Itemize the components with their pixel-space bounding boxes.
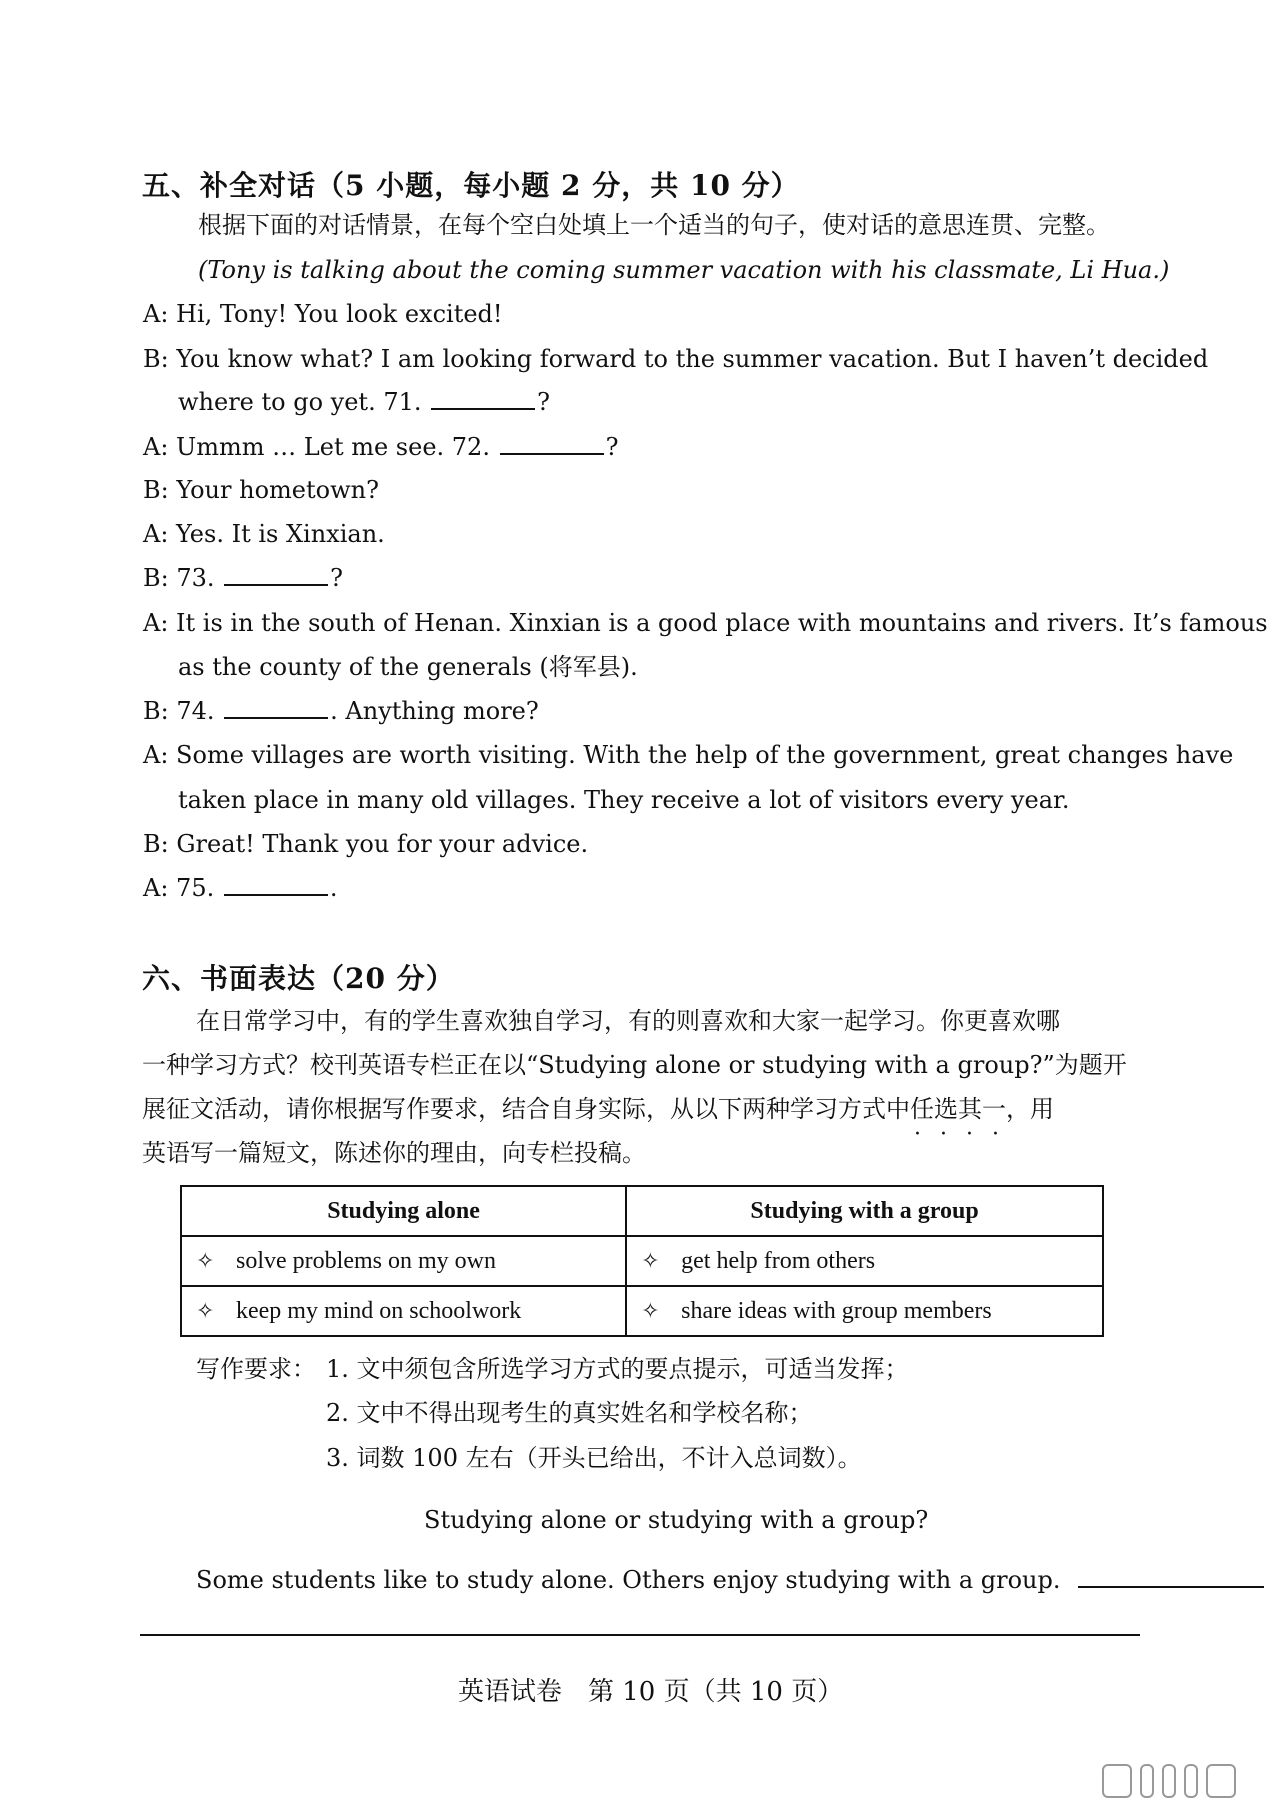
cell-text: solve problems on my own [236, 1247, 496, 1274]
section5-instruction: 根据下面的对话情景，在每个空白处填上一个适当的句子，使对话的意思连贯、完整。 [198, 211, 1110, 239]
scan-mark [1162, 1764, 1176, 1798]
answer-blank-71[interactable] [431, 388, 535, 410]
dialogue-line: as the county of the generals (将军县). [178, 653, 638, 681]
dialogue-context: (Tony is talking about the coming summer vacation with his classmate, Li Hua.) [198, 256, 1170, 284]
prompt-text: ，用 [1006, 1095, 1054, 1123]
dialogue-line: A: It is in the south of Henan. Xinxian is a good place with mountains and rivers. It’s famous [143, 609, 1268, 637]
dialogue-line-75 [143, 873, 338, 903]
dialogue-line: A: Yes. It is Xinxian. [143, 520, 385, 548]
answer-blank-74[interactable] [224, 697, 328, 719]
cell-text: get help from others [681, 1247, 876, 1274]
dialogue-line-74 [143, 696, 539, 726]
requirement-item: 3. 词数 100 左右（开头已给出，不计入总词数）。 [326, 1444, 862, 1472]
table-cell [626, 1236, 1103, 1286]
section6-title: 六、书面表达（20 分） [142, 962, 455, 995]
footer-divider [140, 1634, 1140, 1636]
requirement-item: 1. 文中须包含所选学习方式的要点提示，可适当发挥； [326, 1355, 909, 1383]
essay-start-line [196, 1565, 1266, 1595]
table-cell [626, 1286, 1103, 1336]
dialogue-punct: ? [537, 388, 551, 416]
table-row [181, 1286, 1103, 1336]
prompt-paragraph-line: 在日常学习中，有的学生喜欢独自学习，有的则喜欢和大家一起学习。你更喜欢哪 [196, 1007, 1060, 1035]
page-footer: 英语试卷 第 10 页（共 10 页） [458, 1677, 844, 1707]
scan-edge-marks [1102, 1764, 1262, 1800]
prompt-paragraph-line [142, 1094, 1054, 1124]
cell-text: share ideas with group members [681, 1297, 992, 1324]
cell-text: keep my mind on schoolwork [236, 1297, 522, 1324]
prompt-paragraph-line: 一种学习方式？校刊英语专栏正在以“Studying alone or studying with a group?”为题开 [142, 1051, 1127, 1079]
sparkle-bullet-icon: ✧ [196, 1248, 215, 1274]
scan-mark [1140, 1764, 1154, 1798]
essay-start-text: Some students like to study alone. Others enjoy studying with a group. [196, 1566, 1061, 1594]
table-header-group: Studying with a group [626, 1186, 1103, 1236]
dialogue-line: A: Some villages are worth visiting. With the help of the government, great changes have [143, 741, 1234, 769]
dialogue-line: B: Great! Thank you for your advice. [143, 830, 589, 858]
dialogue-punct: ? [330, 564, 344, 592]
section5-title: 五、补全对话（5 小题，每小题 2 分，共 10 分） [142, 169, 800, 202]
dialogue-text: B: 73. [143, 564, 215, 592]
dialogue-line: taken place in many old villages. They receive a lot of visitors every year. [178, 786, 1070, 814]
answer-blank-72[interactable] [500, 433, 604, 455]
dialogue-text: where to go yet. 71. [178, 388, 422, 416]
essay-title: Studying alone or studying with a group? [424, 1506, 929, 1534]
dialogue-punct: ? [605, 433, 619, 461]
essay-answer-blank[interactable] [1078, 1566, 1264, 1588]
sparkle-bullet-icon: ✧ [196, 1298, 215, 1324]
dialogue-text: . Anything more? [330, 697, 539, 725]
prompt-paragraph-line: 英语写一篇短文，陈述你的理由，向专栏投稿。 [142, 1139, 646, 1167]
sparkle-bullet-icon: ✧ [641, 1248, 660, 1274]
dialogue-text: A: Ummm … Let me see. 72. [143, 433, 490, 461]
dialogue-text: A: 75. [143, 874, 215, 902]
dialogue-punct: . [329, 874, 338, 902]
answer-blank-75[interactable] [224, 874, 328, 896]
dialogue-line: A: Hi, Tony! You look excited! [143, 300, 503, 328]
dialogue-line-71 [178, 387, 550, 417]
scan-mark [1206, 1764, 1236, 1798]
requirements-label: 写作要求： [196, 1355, 316, 1383]
sparkle-bullet-icon: ✧ [641, 1298, 660, 1324]
emphasis-text: 任选其一 · · · · [910, 1094, 1006, 1124]
dialogue-text: B: 74. [143, 697, 215, 725]
table-cell [181, 1236, 626, 1286]
scan-mark [1102, 1764, 1132, 1798]
dialogue-line-72 [143, 432, 618, 462]
dialogue-line: B: Your hometown? [143, 476, 379, 504]
table-cell [181, 1286, 626, 1336]
scan-mark [1184, 1764, 1198, 1798]
prompt-text: 展征文活动，请你根据写作要求，结合自身实际，从以下两种学习方式中 [142, 1095, 910, 1123]
dialogue-line-73 [143, 563, 343, 593]
table-row [181, 1236, 1103, 1286]
study-options-table [180, 1185, 1104, 1337]
answer-blank-73[interactable] [224, 564, 328, 586]
requirement-item: 2. 文中不得出现考生的真实姓名和学校名称； [326, 1399, 813, 1427]
table-header-alone: Studying alone [181, 1186, 626, 1236]
dialogue-line: B: You know what? I am looking forward to the summer vacation. But I haven’t decided [143, 345, 1209, 373]
